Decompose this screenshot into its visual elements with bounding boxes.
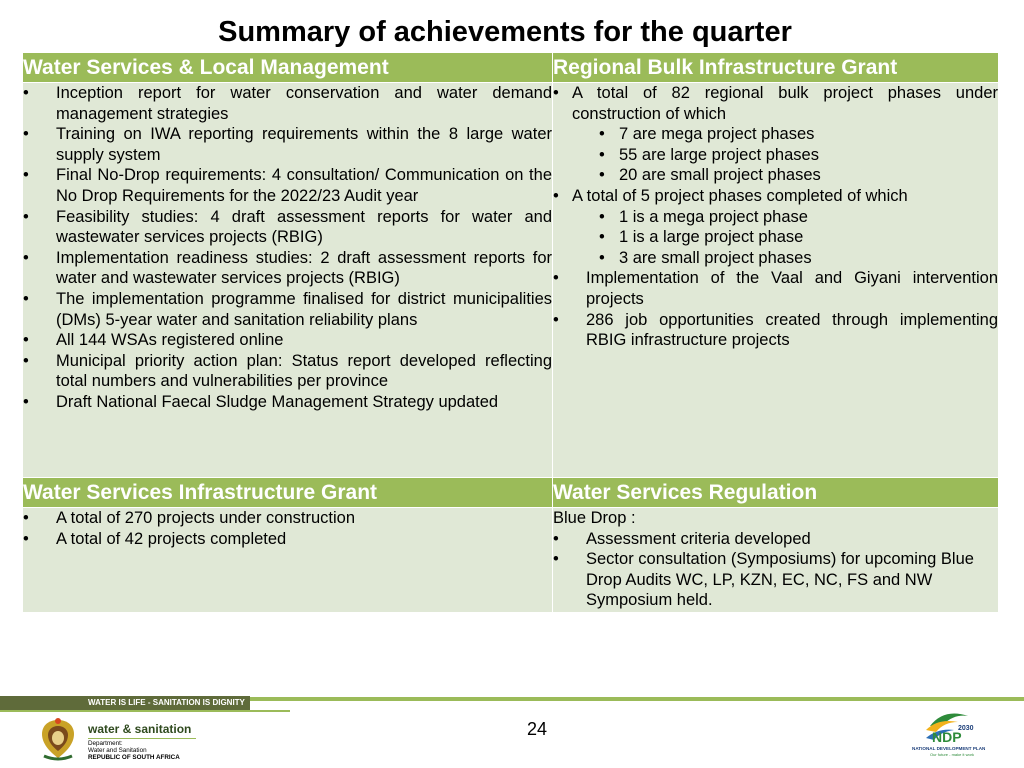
rbig-item-text: A total of 5 project phases completed of which [572, 186, 908, 205]
footer-divider-lower [0, 710, 290, 712]
header-wslm: Water Services & Local Management [23, 53, 553, 83]
list-item: • 3 are small project phases [599, 248, 998, 269]
cell-rbig [553, 83, 999, 478]
list-item [553, 186, 998, 207]
brand-underline [88, 738, 196, 739]
list-item: • 286 job opportunities created through implementing RBIG infrastructure projects [553, 310, 998, 351]
list-item: • All 144 WSAs registered online [23, 330, 552, 351]
department-line: REPUBLIC OF SOUTH AFRICA [88, 754, 180, 761]
cell-wsr [553, 508, 999, 613]
wsig-list [23, 508, 552, 549]
ndp-abbr: NDP [932, 729, 962, 745]
achievements-table [22, 52, 999, 613]
list-item: • Inception report for water conservation and water demand management strategies [23, 83, 552, 124]
table-row [23, 83, 999, 478]
list-item: • Final No-Drop requirements: 4 consultation/ Communication on the No Drop Requirements for the 2022/23 Audit year [23, 165, 552, 206]
footer-divider [250, 697, 1024, 701]
department-line: Water and Sanitation [88, 747, 147, 754]
page-title: Summary of achievements for the quarter [218, 16, 792, 48]
list-item: • 20 are small project phases [599, 165, 998, 186]
list-item: • Implementation of the Vaal and Giyani intervention projects [553, 268, 998, 309]
list-item: • Assessment criteria developed [553, 529, 998, 550]
header-wsig: Water Services Infrastructure Grant [23, 478, 553, 508]
rbig-list [553, 83, 998, 124]
list-item: • Sector consultation (Symposiums) for upcoming Blue Drop Audits WC, LP, KZN, EC, NC, FS and NW Symposium held. [553, 549, 998, 611]
wsr-list [553, 529, 998, 611]
page-number: 24 [526, 719, 548, 739]
department-line: Department: [88, 740, 123, 747]
list-item: • 55 are large project phases [599, 145, 998, 166]
list-item: • Feasibility studies: 4 draft assessment reports for water and wastewater services projects (RBIG) [23, 207, 552, 248]
list-item: • Draft National Faecal Sludge Management Strategy updated [23, 392, 552, 413]
header-rbig: Regional Bulk Infrastructure Grant [553, 53, 999, 83]
cell-wsig [23, 508, 553, 613]
list-item: • A total of 270 projects under construction [23, 508, 552, 529]
footer-banner: WATER IS LIFE - SANITATION IS DIGNITY [0, 696, 250, 710]
department-logo [88, 722, 196, 761]
coat-of-arms-icon [36, 716, 80, 767]
wsr-lead: Blue Drop : [553, 509, 636, 527]
cell-wslm [23, 83, 553, 478]
list-item: • 1 is a mega project phase [599, 207, 998, 228]
rbig-item-text: A total of 82 regional bulk project phases under construction of which [572, 84, 998, 123]
table-header-row [23, 478, 999, 508]
list-item: • Municipal priority action plan: Status report developed reflecting total numbers and vulnerabilities per province [23, 351, 552, 392]
list-item [553, 83, 998, 124]
ndp-tagline: Our future - make it work [930, 752, 975, 757]
list-item: • Training on IWA reporting requirements within the 8 large water supply system [23, 124, 552, 165]
list-item: • The implementation programme finalised for district municipalities (DMs) 5-year water and sanitation reliability plans [23, 289, 552, 330]
list-item: • 1 is a large project phase [599, 227, 998, 248]
table-header-row [23, 53, 999, 83]
department-brand: water & sanitation [88, 722, 192, 736]
rbig-sub-list-1 [553, 124, 998, 186]
header-wsr: Water Services Regulation [553, 478, 999, 508]
table-row [23, 508, 999, 613]
list-item: • 7 are mega project phases [599, 124, 998, 145]
ndp-logo [910, 708, 994, 763]
ndp-year: 2030 [958, 725, 974, 732]
rbig-list [553, 186, 998, 207]
rbig-list [553, 268, 998, 350]
rbig-sub-list-2 [553, 207, 998, 269]
ndp-name: NATIONAL DEVELOPMENT PLAN [912, 746, 986, 751]
wslm-list [23, 83, 552, 413]
list-item: • A total of 42 projects completed [23, 529, 552, 550]
list-item: • Implementation readiness studies: 2 draft assessment reports for water and wastewater services projects (RBIG) [23, 248, 552, 289]
